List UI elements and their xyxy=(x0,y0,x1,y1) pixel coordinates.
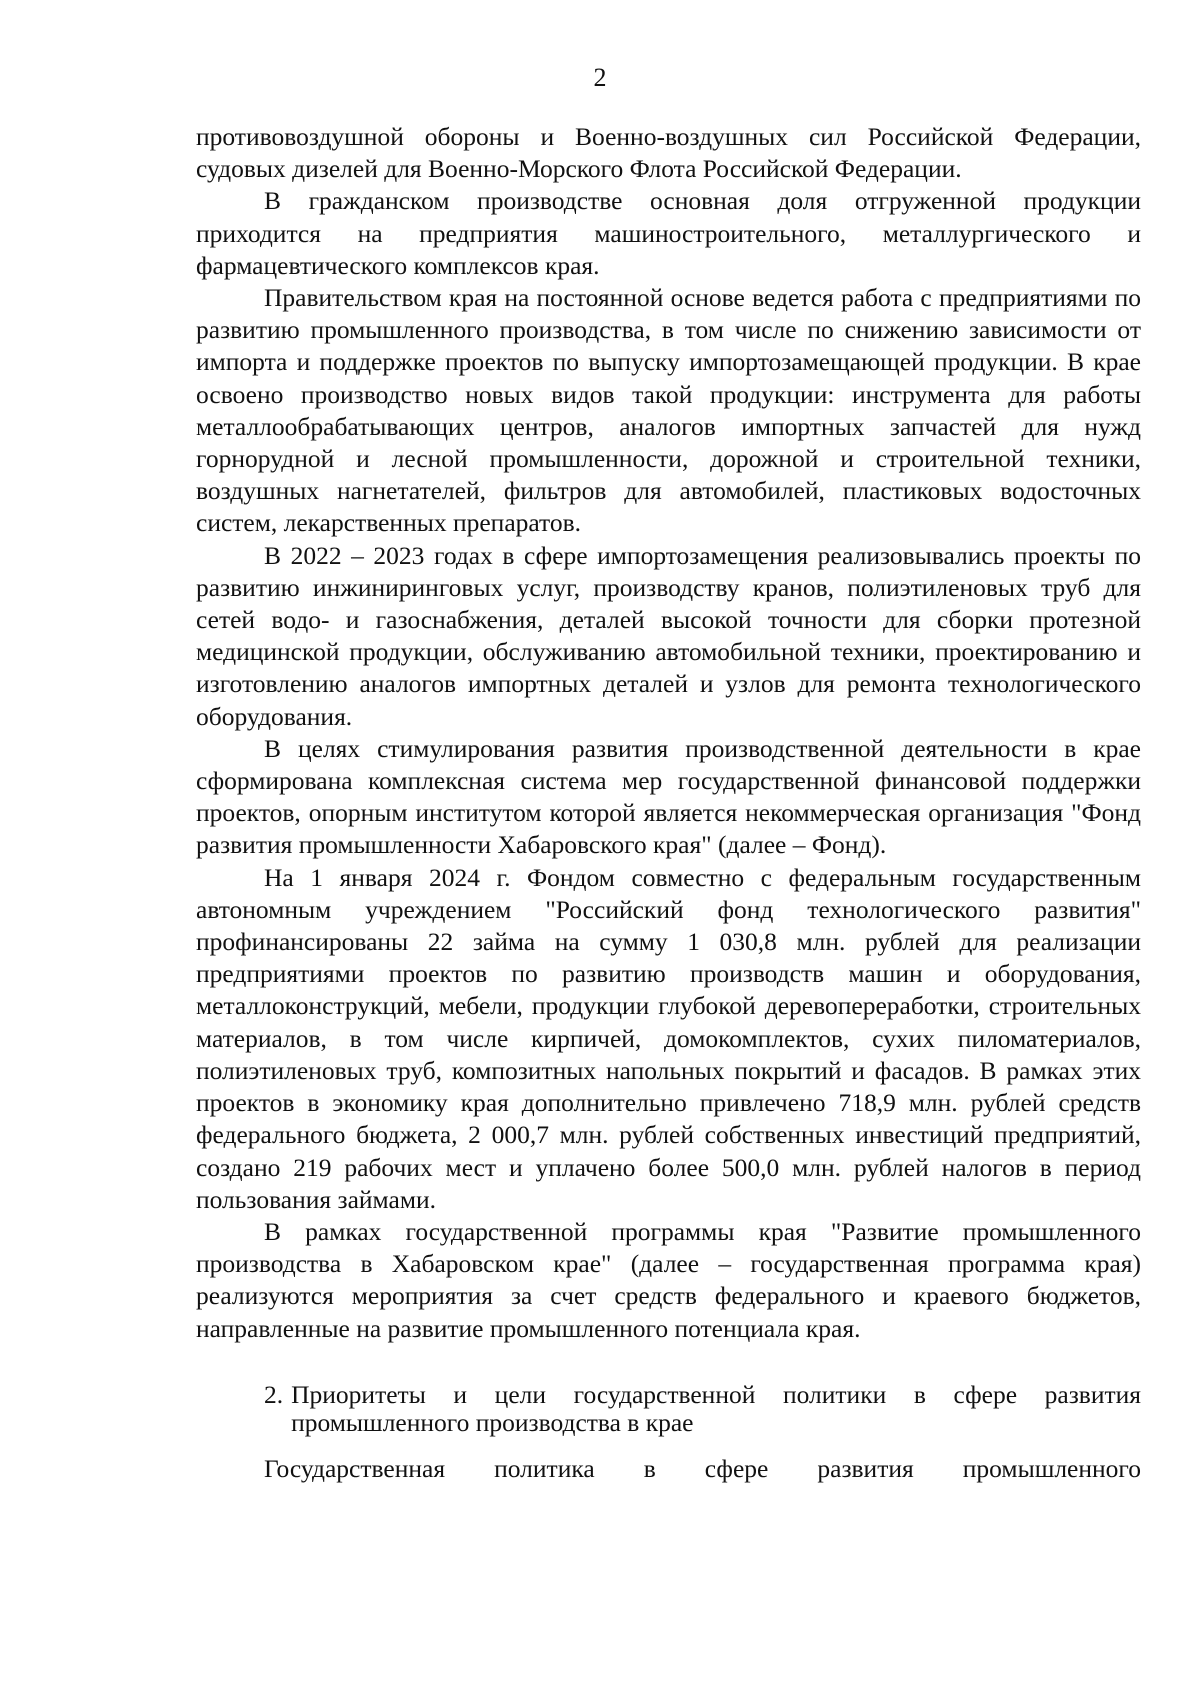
paragraph-state-policy: Государственная политика в сфере развития промышленного xyxy=(264,1453,1141,1483)
section-title: Приоритеты и цели государственной политики в сфере развития промышленного производства в крае xyxy=(291,1379,1141,1437)
paragraph-civil-production: В гражданском производстве основная доля отгруженной продукции приходится на предприятия машиностроительного, металлургического и фармацевтического комплексов края. xyxy=(196,186,1141,280)
paragraph-continuation: противовоздушной обороны и Военно-воздушных сил Российской Федерации, судовых дизелей для Военно-Морского Флота Российской Федерации. xyxy=(196,122,1141,184)
paragraph-government-work: Правительством края на постоянной основе ведется работа с предприятиями по развитию промышленного производства, в том числе по снижению зависимости от импорта и поддержке проектов по выпуску импортозамещающей продукции. В крае освоено производство новых видов такой продукции: инструмента для работы металлообрабатывающих центров, аналогов импортных запчастей для нужд горнорудной и лесной промышленности, дорожной и строительной техники, воздушных нагнетателей, фильтров для автомобилей, пластиковых водосточных систем, лекарственных препаратов. xyxy=(196,283,1141,538)
page-number: 2 xyxy=(593,63,607,92)
document-body xyxy=(196,121,1141,1485)
paragraph-fund-loans: На 1 января 2024 г. Фондом совместно с федеральным государственным автономным учреждением "Российский фонд технологического развития" профинансированы 22 займа на сумму 1 030,8 млн. рублей для реализации предприятиями проектов по развитию производств машин и оборудования, металлоконструкций, мебели, продукции глубокой деревопереработки, строительных материалов, в том числе кирпичей, домокомплектов, сухих пиломатериалов, полиэтиленовых труб, композитных напольных покрытий и фасадов. В рамках этих проектов в экономику края дополнительно привлечено 718,9 млн. рублей средств федерального бюджета, 2 000,7 млн. рублей собственных инвестиций предприятий, создано 219 рабочих мест и уплачено более 500,0 млн. рублей налогов в период пользования займами. xyxy=(196,862,1141,1214)
paragraph-support-system: В целях стимулирования развития производственной деятельности в крае сформирована комплексная система мер государственной финансовой поддержки проектов, опорным институтом которой является некоммерческая организация "Фонд развития промышленности Хабаровского края" (далее – Фонд). xyxy=(196,733,1141,860)
section-number: 2. xyxy=(264,1379,284,1409)
section-heading xyxy=(196,1381,1141,1437)
paragraph-import-substitution: В 2022 – 2023 годах в сфере импортозамещения реализовывались проекты по развитию инжиниринговых услуг, производству кранов, полиэтиленовых труб для сетей водо- и газоснабжения, деталей высокой точности для сборки протезной медицинской продукции, обслуживанию автомобильной техники, проектированию и изготовлению аналогов импортных деталей и узлов для ремонта технологического оборудования. xyxy=(196,540,1141,731)
paragraph-state-program: В рамках государственной программы края "Развитие промышленного производства в Хабаровском крае" (далее – государственная программа края) реализуются мероприятия за счет средств федерального и краевого бюджетов, направленные на развитие промышленного потенциала края. xyxy=(196,1216,1141,1343)
